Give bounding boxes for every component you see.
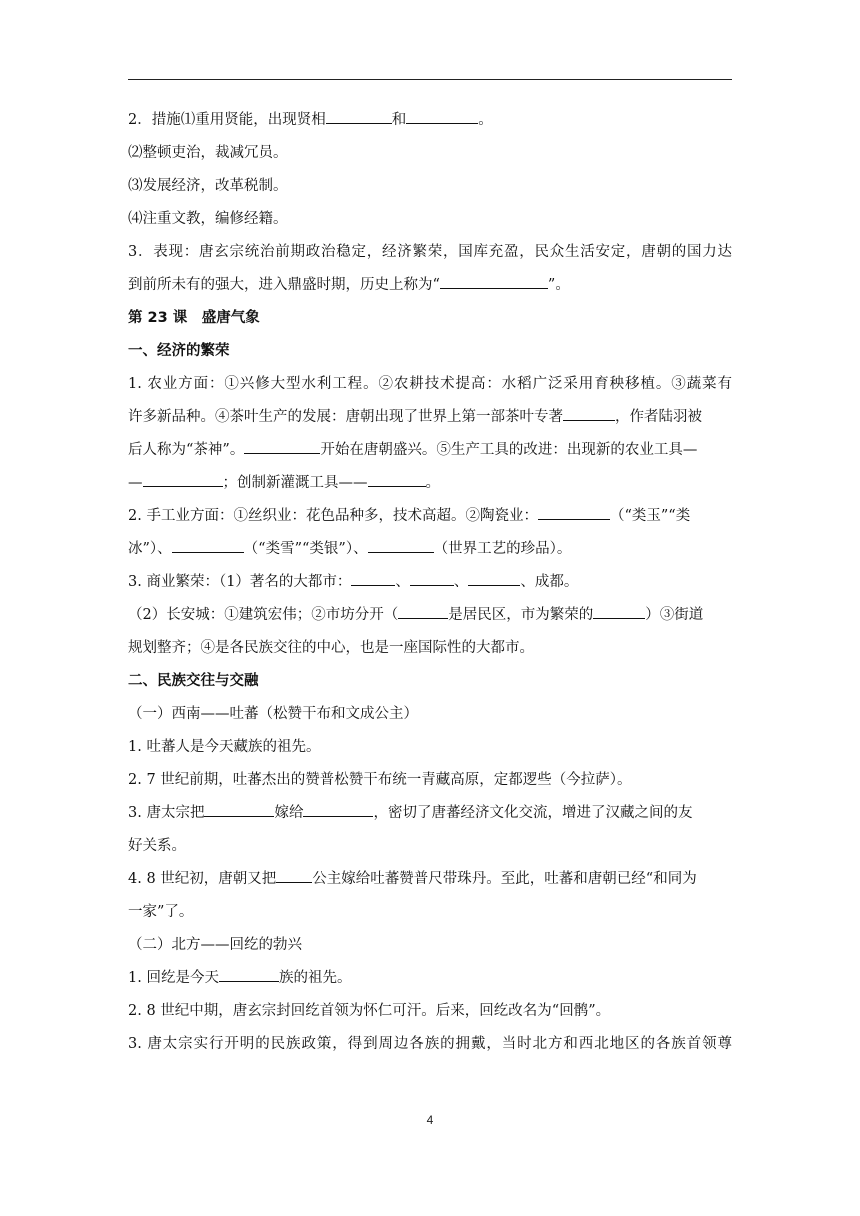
document-body (128, 104, 732, 1061)
blank[interactable] (593, 604, 645, 619)
blank[interactable] (563, 406, 615, 421)
changan-line-1: （2）长安城：①建筑宏伟；②市坊分开（ 是居民区，市为繁荣的 ）③街道 (128, 599, 732, 632)
blank[interactable] (143, 472, 223, 487)
blank[interactable] (538, 505, 610, 520)
blank[interactable] (244, 439, 320, 454)
agriculture-line-1: 1. 农业方面：①兴修大型水利工程。②农耕技术提高：水稻广泛采用育秧移植。③蔬菜有 (128, 376, 732, 392)
section-heading-economy: 一、经济的繁荣 (128, 343, 230, 359)
agriculture-line-4: — ；创制新灌溉工具—— 。 (128, 467, 732, 500)
measure-line-1: 2．措施⑴重用贤能，出现贤相 和 。 (128, 104, 732, 137)
blank[interactable] (276, 868, 312, 883)
measure-line-3: ⑶发展经济，改革税制。 (128, 178, 288, 194)
measure-line-2: ⑵整顿吏治，裁减冗员。 (128, 145, 288, 161)
handicraft-line-1: 2. 手工业方面：①丝织业：花色品种多，技术高超。②陶瓷业： （“类玉”“类 (128, 500, 732, 533)
tubo-line-4: 好关系。 (128, 838, 186, 854)
blank[interactable] (410, 571, 454, 586)
lesson-title: 第 23 课 盛唐气象 (128, 310, 260, 326)
tubo-line-3: 3. 唐太宗把 嫁给 ，密切了唐蕃经济文化交流，增进了汉藏之间的友 (128, 797, 732, 830)
handicraft-line-2: 冰”）、 （“类雪”“类银”）、 （世界工艺的珍品）。 (128, 533, 732, 566)
agriculture-line-2: 许多新品种。④茶叶生产的发展：唐朝出现了世界上第一部茶叶专著 ，作者陆羽被 (128, 401, 732, 434)
performance-line-2: 到前所未有的强大，进入鼎盛时期，历史上称为“ ”。 (128, 269, 732, 302)
blank[interactable] (406, 109, 478, 124)
blank[interactable] (172, 538, 244, 553)
huihe-line-2: 2. 8 世纪中期，唐玄宗封回纥首领为怀仁可汗。后来，回纥改名为“回鹘”。 (128, 1003, 611, 1019)
tubo-line-6: 一家”了。 (128, 904, 194, 920)
blank[interactable] (468, 571, 520, 586)
agriculture-line-3: 后人称为“茶神”。 开始在唐朝盛兴。⑤生产工具的改进：出现新的农业工具— (128, 434, 732, 467)
blank[interactable] (204, 802, 274, 817)
huihe-line-1: 1. 回纥是今天 族的祖先。 (128, 962, 732, 995)
blank[interactable] (326, 109, 392, 124)
blank[interactable] (303, 802, 373, 817)
changan-line-2: 规划整齐；④是各民族交往的中心，也是一座国际性的大都市。 (128, 640, 534, 656)
blank[interactable] (368, 538, 434, 553)
huihe-heading: （二）北方——回纥的勃兴 (128, 937, 302, 953)
header-rule (128, 79, 732, 80)
blank[interactable] (351, 571, 395, 586)
performance-line-1: 3．表现：唐玄宗统治前期政治稳定，经济繁荣，国库充盈，民众生活安定，唐朝的国力达 (128, 244, 732, 260)
page-number: 4 (426, 1113, 434, 1127)
tubo-line-2: 2. 7 世纪前期，吐蕃杰出的赞普松赞干布统一青藏高原，定都逻些（今拉萨）。 (128, 772, 632, 788)
tubo-line-1: 1. 吐蕃人是今天藏族的祖先。 (128, 739, 321, 755)
tubo-heading: （一）西南——吐蕃（松赞干布和文成公主） (128, 706, 418, 722)
measure-line-4: ⑷注重文教，编修经籍。 (128, 211, 288, 227)
commerce-line-1: 3. 商业繁荣：（1）著名的大都市： 、 、 、成都。 (128, 566, 732, 599)
blank[interactable] (398, 604, 448, 619)
blank[interactable] (368, 472, 426, 487)
huihe-line-3: 3. 唐太宗实行开明的民族政策，得到周边各族的拥戴，当时北方和西北地区的各族首领尊 (128, 1036, 732, 1052)
blank[interactable] (440, 274, 548, 289)
blank[interactable] (219, 967, 279, 982)
section-heading-ethnic: 二、民族交往与交融 (128, 673, 259, 689)
tubo-line-5: 4. 8 世纪初，唐朝又把 公主嫁给吐蕃赞普尺带珠丹。至此，吐蕃和唐朝已经“和同为 (128, 863, 732, 896)
